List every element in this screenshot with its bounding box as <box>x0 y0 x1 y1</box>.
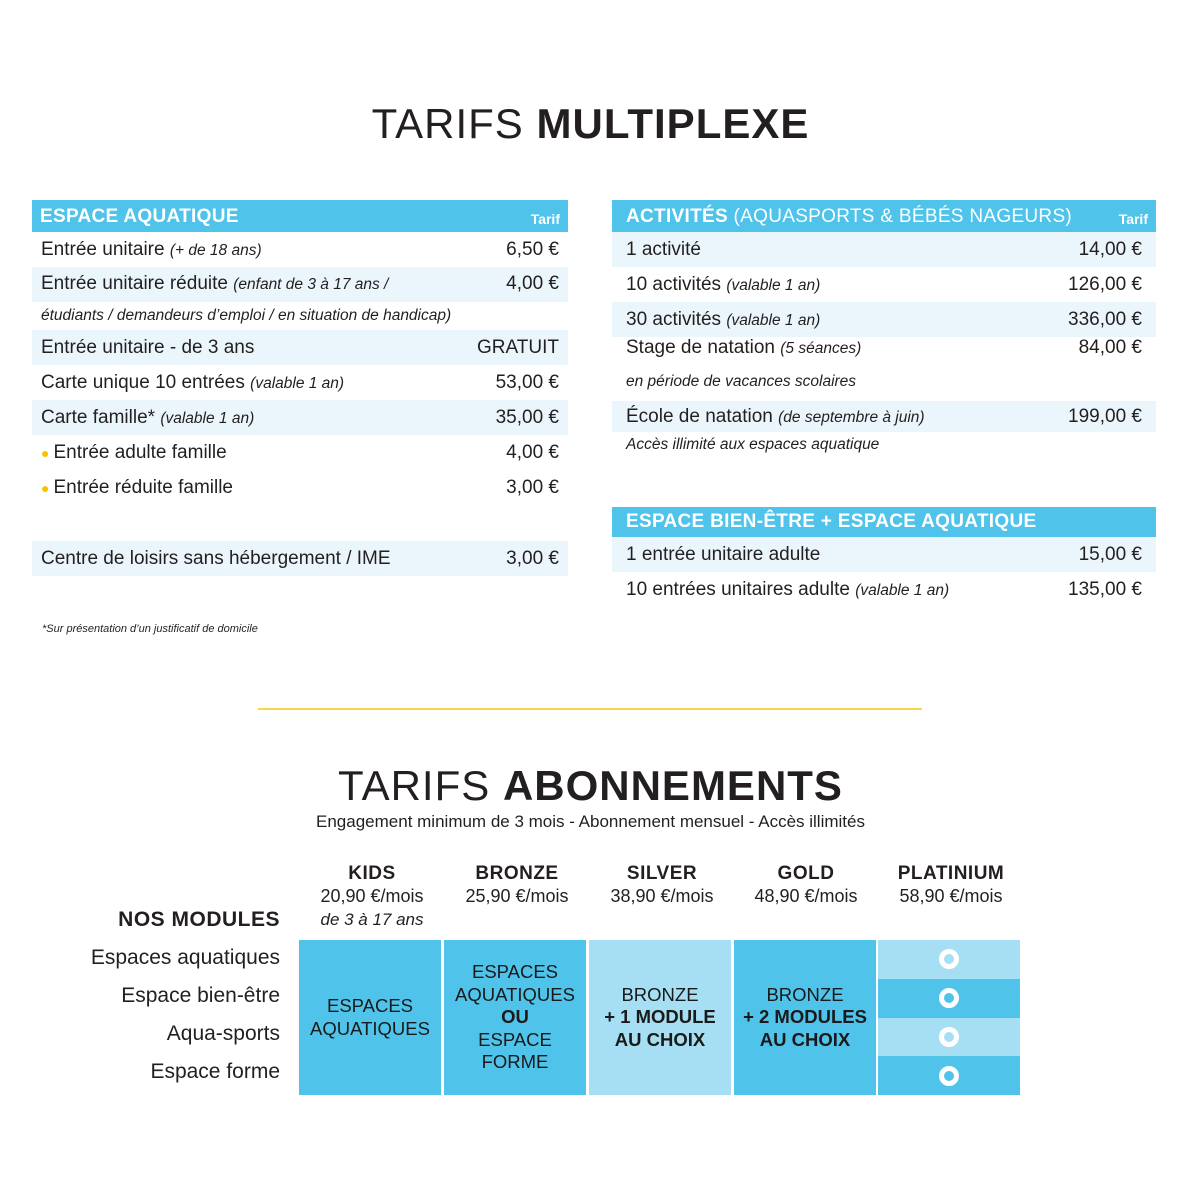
cell-line: AQUATIQUES <box>310 1017 430 1039</box>
cell-line: AQUATIQUES <box>455 983 575 1005</box>
cell-platinium-aquatique <box>878 940 1020 979</box>
table-row <box>32 400 568 435</box>
cell-line: + 2 MODULES <box>743 1006 867 1028</box>
included-circle-icon <box>939 988 959 1008</box>
cell-line: AU CHOIX <box>614 1028 706 1050</box>
cell-kids <box>299 940 441 1095</box>
row-value: 135,00 € <box>1068 578 1142 600</box>
espace-aquatique-title: ESPACE AQUATIQUE <box>40 206 239 227</box>
row-label: Entrée adulte famille <box>53 441 227 463</box>
row-value: 84,00 € <box>1078 337 1142 358</box>
plan-gold <box>733 862 879 908</box>
row-subnote: en période de vacances scolaires <box>626 373 857 390</box>
multiplexe-title <box>0 100 1181 148</box>
table-row <box>32 541 568 576</box>
row-note: (valable 1 an) <box>250 374 345 392</box>
row-note: (enfant de 3 à 17 ans / <box>233 276 389 293</box>
plan-name: KIDS <box>348 863 396 884</box>
tarif-label: Tarif <box>530 211 560 227</box>
row-label: 30 activités <box>626 308 722 330</box>
plan-price: 20,90 €/mois <box>320 886 424 906</box>
bien-etre-table <box>612 507 1156 607</box>
footnote: *Sur présentation d’un justificatif de domicile <box>42 623 258 635</box>
row-note: (+ de 18 ans) <box>169 241 262 259</box>
activites-subtitle: (AQUASPORTS & BÉBÉS NAGEURS) <box>733 206 1073 227</box>
module-label: Espace forme <box>150 1060 280 1083</box>
row-value: 6,50 € <box>506 238 559 260</box>
row-value: 15,00 € <box>1078 543 1142 565</box>
row-value: 336,00 € <box>1068 308 1142 330</box>
plan-platinium <box>878 862 1024 908</box>
table-row <box>32 365 568 400</box>
module-label: Aqua-sports <box>166 1022 280 1045</box>
plan-bronze <box>444 862 590 908</box>
modules-title: NOS MODULES <box>118 908 280 931</box>
cell-line: ESPACES <box>471 961 559 983</box>
activites-header <box>612 200 1156 232</box>
table-row <box>32 330 568 365</box>
included-circle-icon <box>939 1027 959 1047</box>
multiplexe-title-thin: TARIFS <box>371 100 524 147</box>
row-label: 10 entrées unitaires adulte <box>626 578 850 600</box>
row-note: (valable 1 an) <box>726 311 821 329</box>
module-label: Espaces aquatiques <box>90 946 280 969</box>
cell-silver <box>589 940 731 1095</box>
plan-name: BRONZE <box>475 863 559 884</box>
cell-line: FORME <box>481 1051 549 1073</box>
section-divider <box>258 708 922 710</box>
row-value: 3,00 € <box>506 547 559 569</box>
row-label: Entrée unitaire - de 3 ans <box>41 336 255 358</box>
table-row <box>32 267 568 330</box>
row-label: 1 activité <box>626 238 701 260</box>
bien-etre-title: ESPACE BIEN-ÊTRE + ESPACE AQUATIQUE <box>626 511 1037 532</box>
row-value: 35,00 € <box>495 406 559 428</box>
cell-line: ESPACES <box>326 995 414 1016</box>
row-value: 53,00 € <box>495 371 559 393</box>
row-label: École de natation <box>626 406 773 427</box>
activites-table <box>612 200 1156 465</box>
row-label: Carte unique 10 entrées <box>41 371 245 393</box>
table-row <box>612 267 1156 302</box>
abonnements-title-thin: TARIFS <box>338 762 491 809</box>
cell-line: BRONZE <box>621 983 699 1005</box>
plan-kids <box>299 862 445 931</box>
row-note: (valable 1 an) <box>855 581 950 599</box>
row-label: Entrée unitaire réduite <box>41 273 228 294</box>
row-subnote: Accès illimité aux espaces aquatique <box>626 436 880 453</box>
plan-name: PLATINIUM <box>897 863 1005 884</box>
row-label: Entrée réduite famille <box>53 476 234 498</box>
row-value: 3,00 € <box>506 476 559 498</box>
plan-note: de 3 à 17 ans <box>320 910 424 929</box>
row-value: 14,00 € <box>1078 238 1142 260</box>
plan-silver <box>589 862 735 908</box>
row-value: GRATUIT <box>477 336 559 358</box>
row-label: Carte famille* <box>41 406 156 428</box>
row-value: 126,00 € <box>1068 273 1142 295</box>
espace-aquatique-table <box>32 200 568 576</box>
table-row <box>612 401 1156 465</box>
cell-line: + 1 MODULE <box>604 1006 716 1028</box>
cell-bronze <box>444 940 586 1095</box>
row-subnote: étudiants / demandeurs d’emploi / en situation de handicap) <box>32 302 568 330</box>
row-label: 10 activités <box>626 273 722 295</box>
abonnements-title <box>0 762 1181 810</box>
cell-line: AU CHOIX <box>759 1028 851 1050</box>
abonnements-title-bold: ABONNEMENTS <box>502 762 843 809</box>
table-row <box>612 337 1156 401</box>
cell-line: BRONZE <box>766 983 844 1005</box>
table-row <box>612 537 1156 572</box>
activites-title: ACTIVITÉS <box>626 206 728 227</box>
row-value: 4,00 € <box>506 441 559 463</box>
module-label: Espace bien-être <box>121 984 280 1007</box>
bullet-icon: ● <box>41 479 50 496</box>
row-note: (valable 1 an) <box>160 409 255 427</box>
row-label: Stage de natation <box>626 337 775 358</box>
table-row <box>32 435 568 470</box>
plan-name: SILVER <box>626 863 698 884</box>
plan-price: 38,90 €/mois <box>610 886 714 906</box>
plan-price: 25,90 €/mois <box>465 886 569 906</box>
plan-price: 48,90 €/mois <box>754 886 858 906</box>
cell-platinium-forme <box>878 1056 1020 1095</box>
row-label: Entrée unitaire <box>41 238 165 260</box>
plan-price: 58,90 €/mois <box>899 886 1003 906</box>
table-row <box>32 232 568 267</box>
bullet-icon: ● <box>41 444 50 461</box>
cell-platinium-aqua-sports <box>878 1018 1020 1057</box>
row-label: 1 entrée unitaire adulte <box>626 543 821 565</box>
plan-name: GOLD <box>777 863 835 884</box>
multiplexe-title-bold: MULTIPLEXE <box>536 100 810 147</box>
espace-aquatique-header <box>32 200 568 232</box>
row-value: 199,00 € <box>1068 406 1142 427</box>
cell-platinium-bien-etre <box>878 979 1020 1018</box>
table-row <box>32 470 568 505</box>
included-circle-icon <box>939 949 959 969</box>
bien-etre-header <box>612 507 1156 537</box>
cell-gold <box>734 940 876 1095</box>
table-row <box>612 232 1156 267</box>
tarif-label: Tarif <box>1118 211 1148 227</box>
abonnements-subtitle: Engagement minimum de 3 mois - Abonnement mensuel - Accès illimités <box>316 812 865 831</box>
table-row <box>612 572 1156 607</box>
row-note: (de septembre à juin) <box>778 409 925 426</box>
included-circle-icon <box>939 1066 959 1086</box>
cell-line: ESPACE <box>478 1028 552 1050</box>
row-label: Centre de loisirs sans hébergement / IME <box>41 547 391 569</box>
row-note: (5 séances) <box>780 340 862 357</box>
row-note: (valable 1 an) <box>726 276 821 294</box>
cell-line: OU <box>501 1006 529 1028</box>
row-value: 4,00 € <box>506 273 559 294</box>
table-row <box>612 302 1156 337</box>
